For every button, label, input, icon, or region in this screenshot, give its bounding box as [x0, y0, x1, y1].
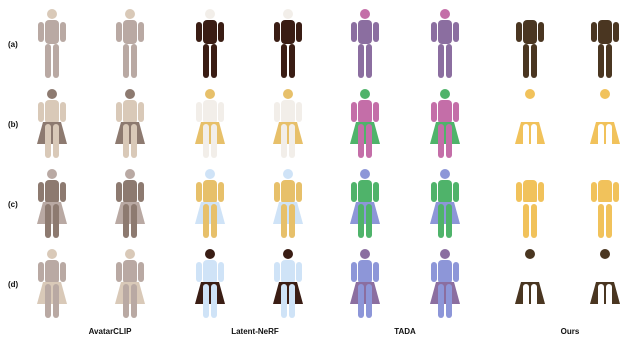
- avatar-render: [425, 6, 465, 82]
- avatar-render: [345, 166, 385, 242]
- avatar-render: [345, 246, 385, 322]
- avatar-render: [110, 86, 150, 162]
- avatar-render: [585, 86, 623, 162]
- avatar-render: [510, 246, 550, 322]
- avatar-render: [190, 6, 230, 82]
- avatar-render: [32, 6, 72, 82]
- avatar-render: [268, 6, 308, 82]
- row-label-b: (b): [8, 120, 19, 129]
- column-label-latent-nerf: Latent-NeRF: [231, 327, 279, 336]
- avatar-render: [585, 166, 623, 242]
- avatar-render: [32, 86, 72, 162]
- avatar-render: [110, 6, 150, 82]
- avatar-render: [32, 246, 72, 322]
- row-label-c: (c): [8, 200, 18, 209]
- avatar-render: [110, 166, 150, 242]
- column-label-ours: Ours: [560, 327, 580, 336]
- column-label-tada: TADA: [394, 327, 416, 336]
- avatar-render: [268, 246, 308, 322]
- avatar-render: [110, 246, 150, 322]
- avatar-render: [425, 86, 465, 162]
- avatar-render: [190, 166, 230, 242]
- avatar-render: [585, 246, 623, 322]
- avatar-render: [510, 86, 550, 162]
- avatar-render: [268, 166, 308, 242]
- avatar-render: [32, 166, 72, 242]
- avatar-render: [345, 6, 385, 82]
- avatar-render: [510, 166, 550, 242]
- row-label-d: (d): [8, 280, 19, 289]
- avatar-render: [190, 246, 230, 322]
- avatar-render: [190, 86, 230, 162]
- avatar-render: [345, 86, 385, 162]
- avatar-render: [425, 166, 465, 242]
- avatar-render: [268, 86, 308, 162]
- row-label-a: (a): [8, 40, 18, 49]
- avatar-render: [585, 6, 623, 82]
- avatar-render: [425, 246, 465, 322]
- avatar-render: [510, 6, 550, 82]
- column-label-avatarclip: AvatarCLIP: [88, 327, 132, 336]
